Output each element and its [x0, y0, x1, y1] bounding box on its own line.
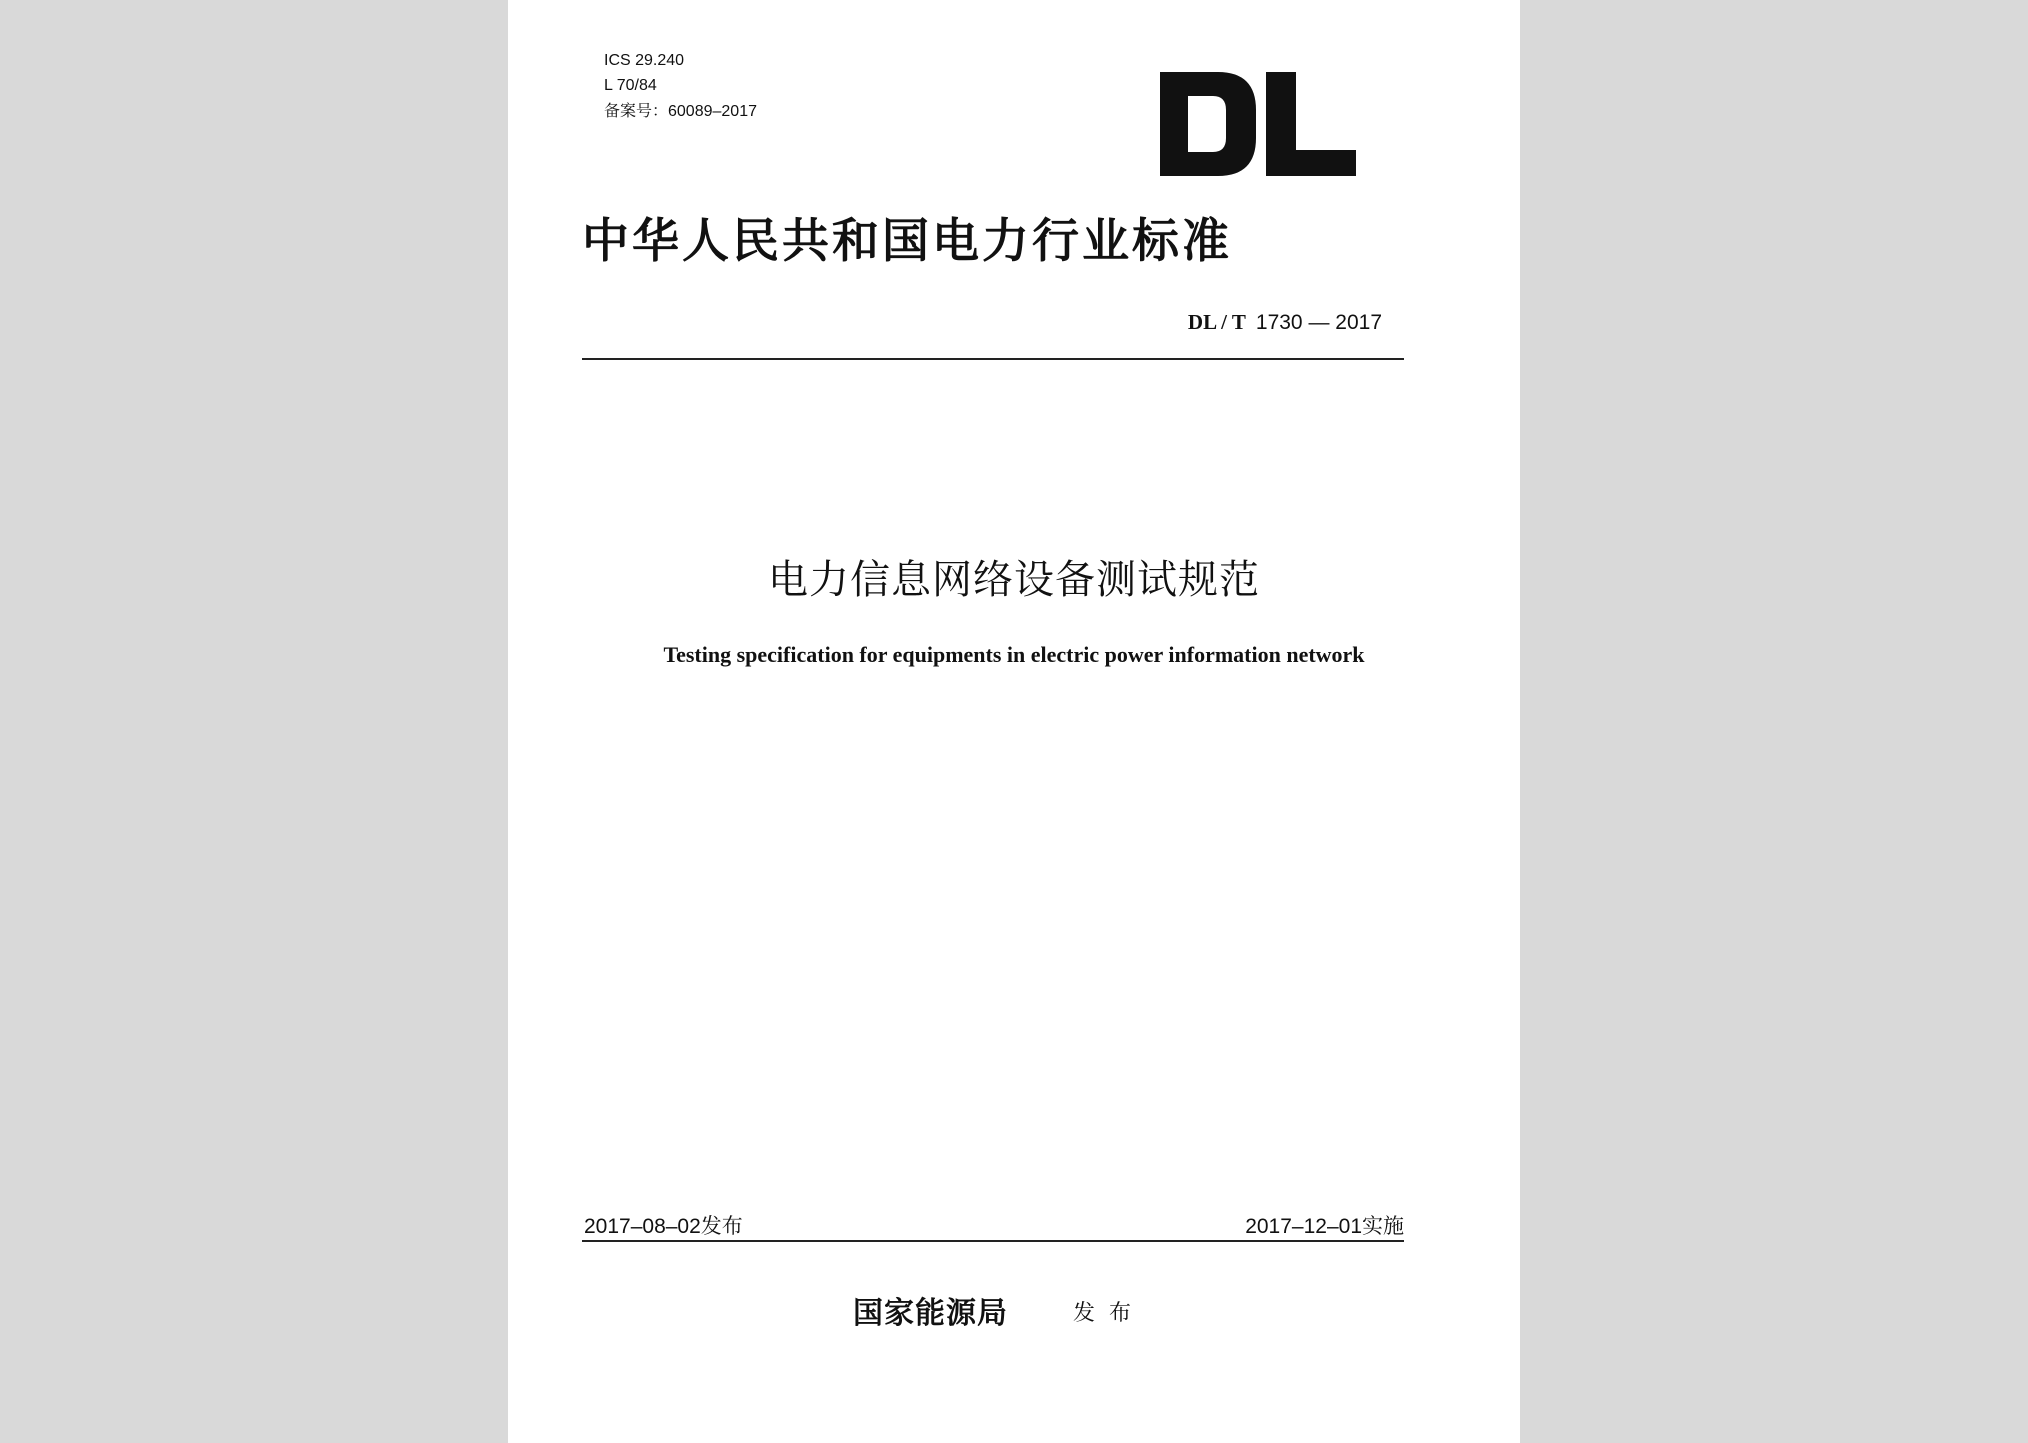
title-english: Testing specification for equipments in electric power information network	[663, 642, 1365, 667]
record-number: 备案号：60089–2017	[604, 103, 757, 120]
ccs-code: L 70/84	[604, 77, 657, 94]
title-chinese: 电力信息网络设备测试规范	[768, 557, 1260, 603]
document-page	[508, 0, 1520, 1443]
issue-date: 2017–08–02发布	[584, 1215, 743, 1238]
footer-divider	[582, 1240, 1404, 1242]
standard-code: 1730 — 2017	[1255, 311, 1382, 334]
publish-label: 发布	[1073, 1300, 1146, 1325]
implementation-date: 2017–12–01实施	[1245, 1215, 1404, 1238]
dl-logo	[1158, 70, 1358, 178]
ics-code: ICS 29.240	[604, 52, 685, 69]
standard-number	[1188, 310, 1382, 335]
standard-prefix: DL / T	[1187, 310, 1246, 334]
header-divider	[582, 358, 1404, 360]
org-title: 中华人民共和国电力行业标准	[582, 214, 1232, 269]
publisher-name: 国家能源局	[853, 1296, 1008, 1331]
